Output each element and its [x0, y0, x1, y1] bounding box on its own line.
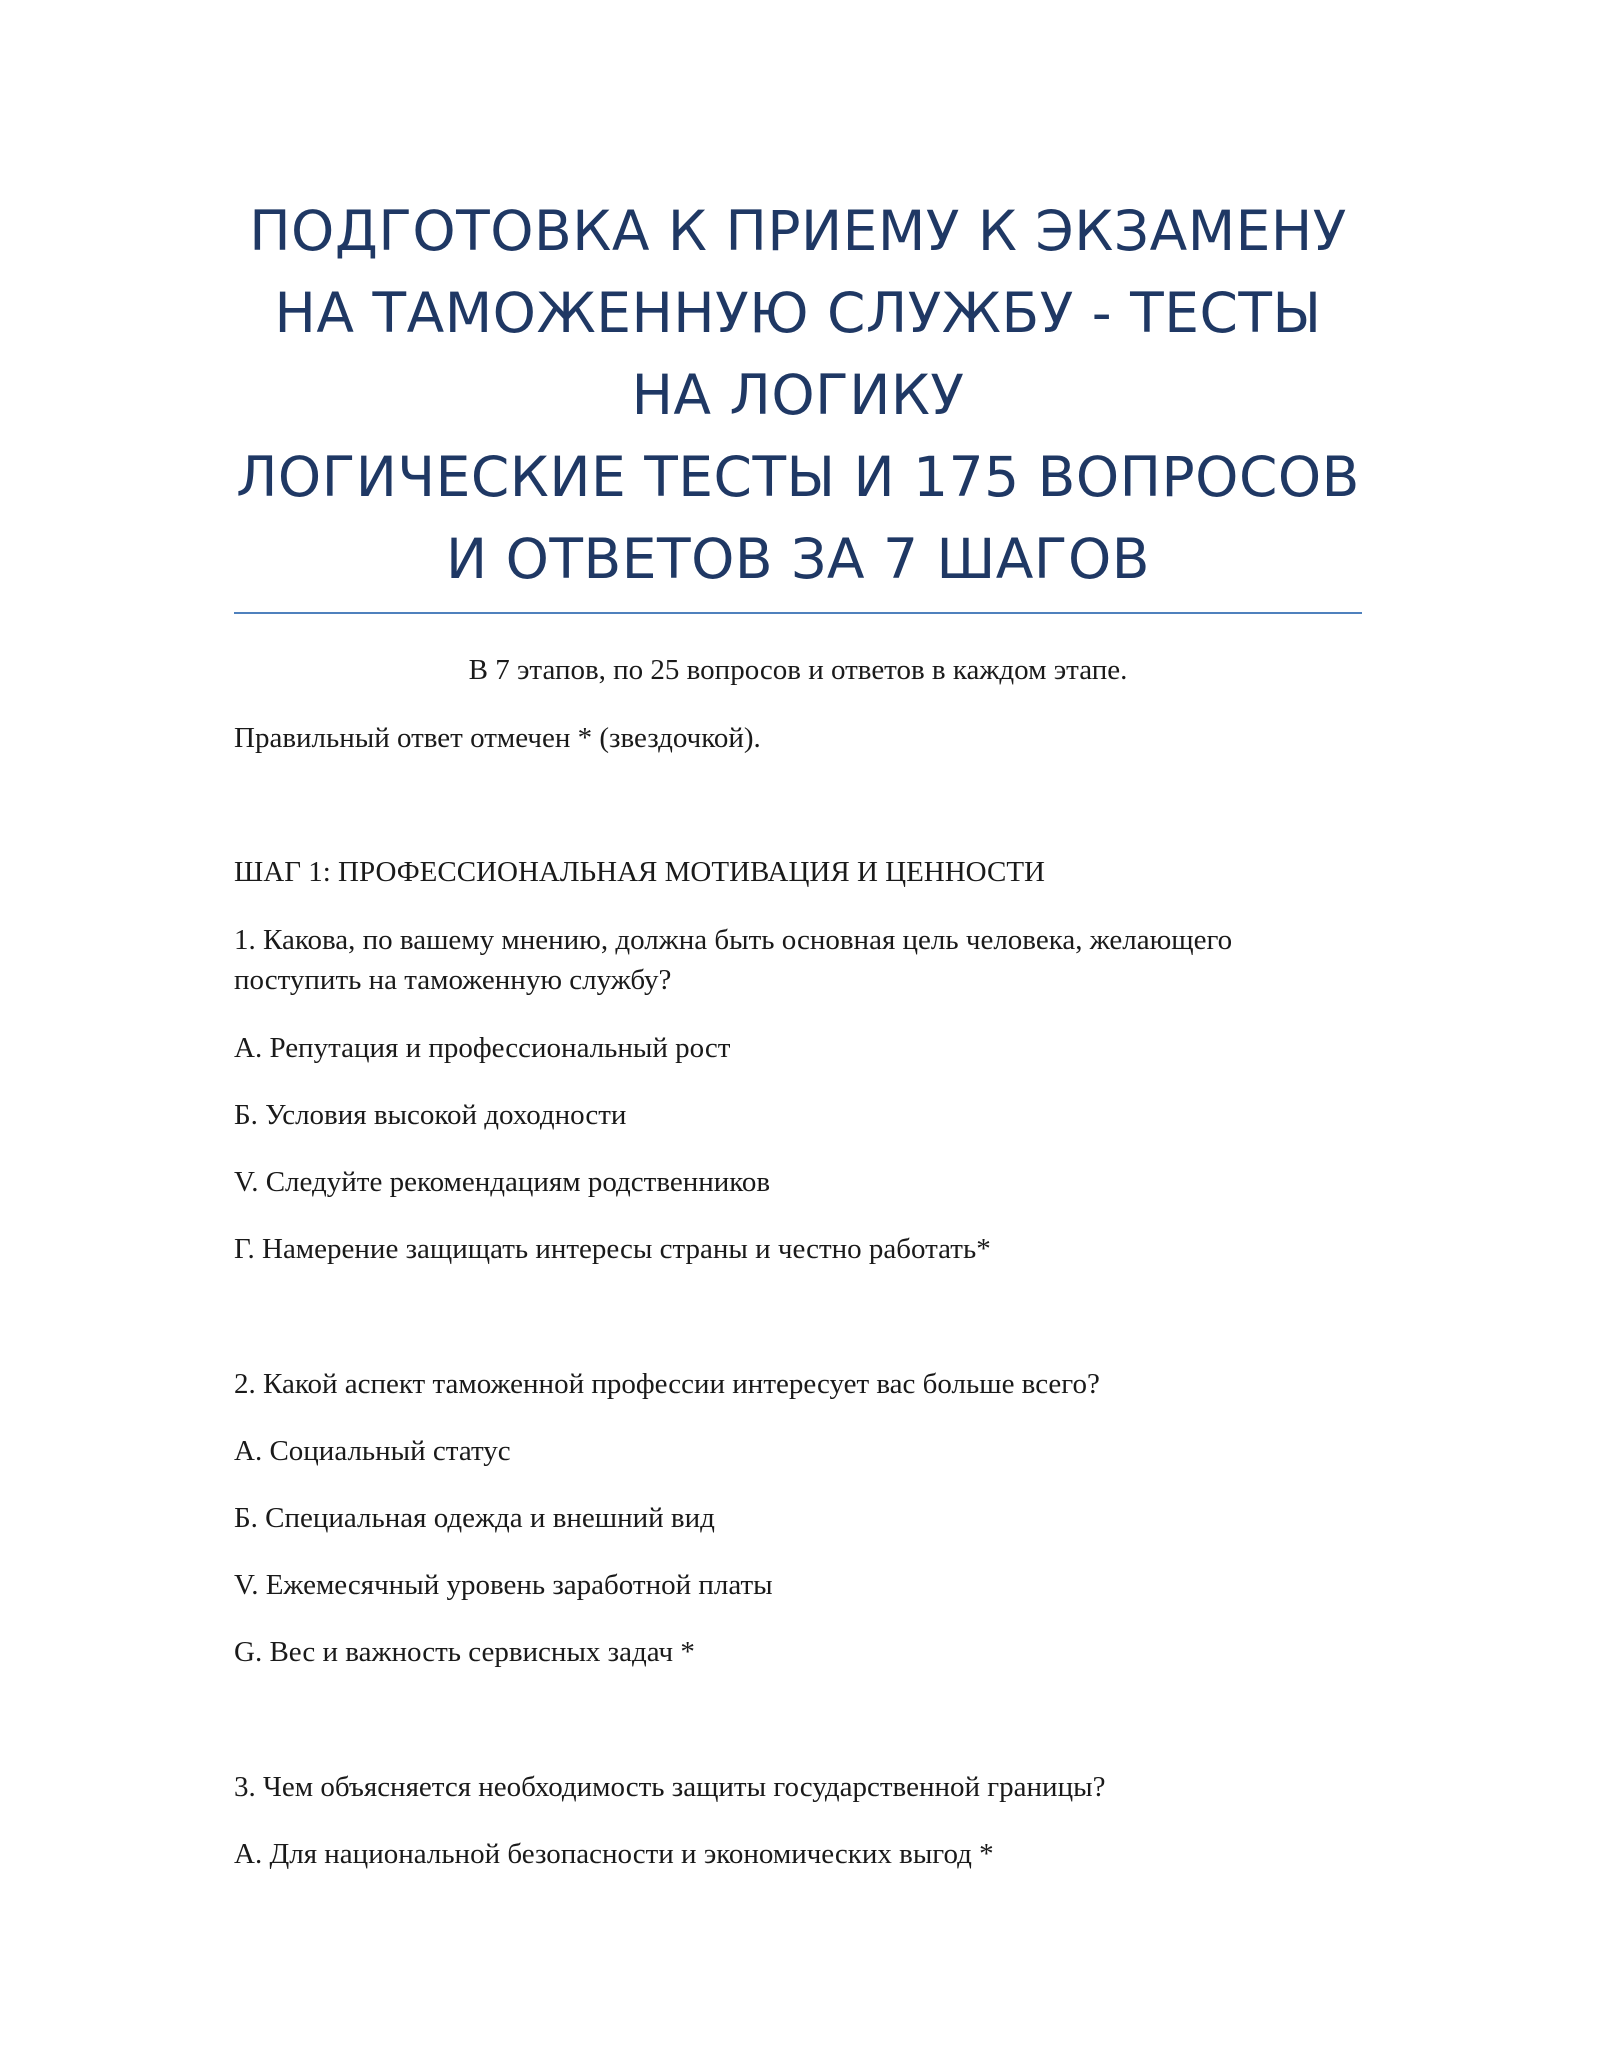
title-line: НА ЛОГИКУ	[631, 363, 965, 427]
stages-note: В 7 этапов, по 25 вопросов и ответов в каждом этапе.	[468, 654, 1128, 686]
answer-option: V. Следуйте рекомендациям родственников	[234, 1166, 771, 1198]
step-heading: ШАГ 1: ПРОФЕССИОНАЛЬНАЯ МОТИВАЦИЯ И ЦЕННОСТИ	[234, 856, 1045, 888]
answer-option: Б. Специальная одежда и внешний вид	[234, 1502, 715, 1534]
title-underline-rule	[234, 612, 1362, 614]
answer-option-correct: Г. Намерение защищать интересы страны и честно работать*	[234, 1233, 991, 1265]
answer-option-correct: G. Вес и важность сервисных задач *	[234, 1636, 695, 1668]
title-line: И ОТВЕТОВ ЗА 7 ШАГОВ	[446, 527, 1150, 591]
answer-option-correct: А. Для национальной безопасности и экономических выгод *	[234, 1838, 994, 1870]
answer-option: А. Репутация и профессиональный рост	[234, 1032, 731, 1064]
document-title	[234, 190, 1362, 600]
question-text: 3. Чем объясняется необходимость защиты государственной границы?	[234, 1771, 1106, 1803]
answer-note: Правильный ответ отмечен * (звездочкой).	[234, 722, 761, 754]
question-text: поступить на таможенную службу?	[234, 964, 672, 996]
title-line: ПОДГОТОВКА К ПРИЕМУ К ЭКЗАМЕНУ	[249, 199, 1347, 263]
answer-option: Б. Условия высокой доходности	[234, 1099, 627, 1131]
question-text: 1. Какова, по вашему мнению, должна быть основная цель человека, желающего	[234, 924, 1233, 956]
question-text: 2. Какой аспект таможенной профессии интересует вас больше всего?	[234, 1368, 1100, 1400]
answer-option: А. Социальный статус	[234, 1435, 511, 1467]
title-line: ЛОГИЧЕСКИЕ ТЕСТЫ И 175 ВОПРОСОВ	[236, 445, 1360, 509]
title-line: НА ТАМОЖЕННУЮ СЛУЖБУ - ТЕСТЫ	[274, 281, 1322, 345]
answer-option: V. Ежемесячный уровень заработной платы	[234, 1569, 773, 1601]
